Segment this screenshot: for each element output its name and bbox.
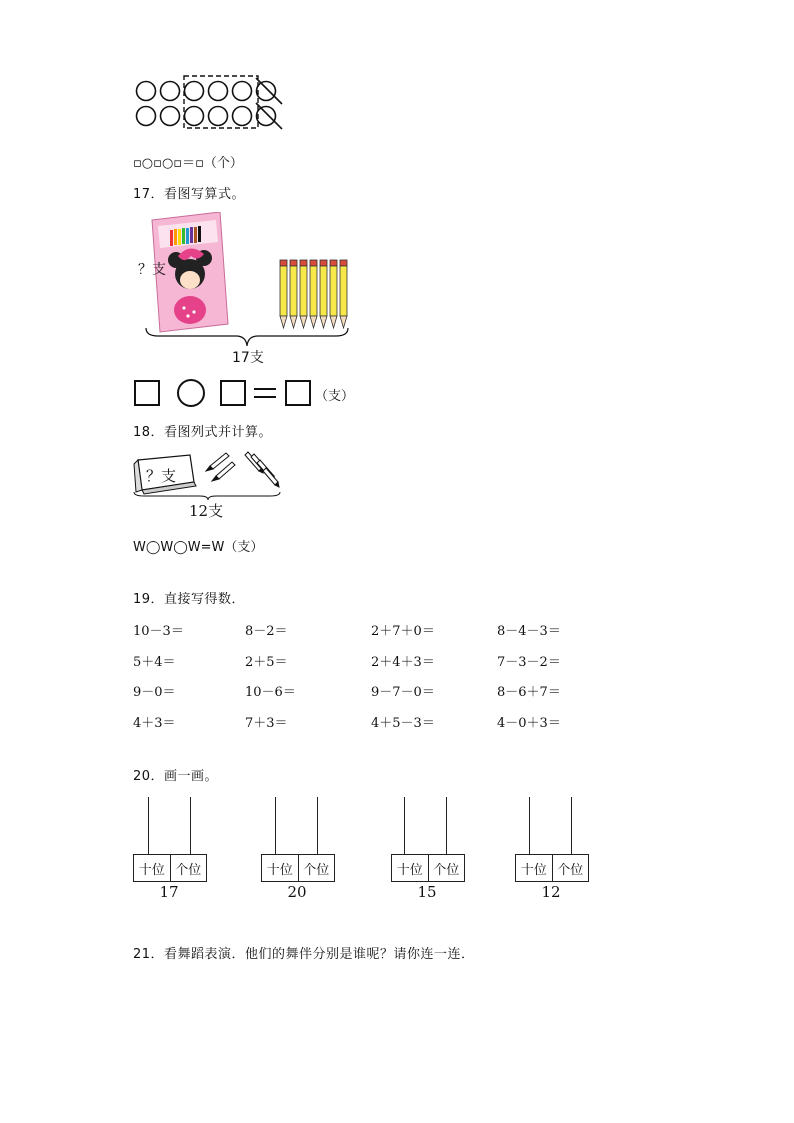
ones-label: 个位 <box>170 855 207 881</box>
calc-2-4: 7－3－2＝ <box>497 655 561 670</box>
yellow-pencils-image <box>276 258 350 332</box>
equals-sign <box>252 386 278 400</box>
calc-4-1: 4＋3＝ <box>133 716 176 731</box>
answer-box-result[interactable] <box>285 380 311 406</box>
calc-1-4: 8－4－3＝ <box>497 624 561 639</box>
total-brace <box>144 326 350 348</box>
pencil-eraser <box>310 260 317 266</box>
q17-title: 17．看图写算式。 <box>133 187 246 202</box>
counter-number: 17 <box>159 883 179 901</box>
ones-rod[interactable] <box>317 797 318 855</box>
ones-label: 个位 <box>552 855 589 881</box>
calc-1-2: 8－2＝ <box>245 624 288 639</box>
calc-3-4: 8－6＋7＝ <box>497 685 561 700</box>
q21-title: 21．看舞蹈表演．他们的舞伴分别是谁呢？请你连一连． <box>133 947 475 962</box>
q16-equation: ▫○▫○▫＝▫（个） <box>133 156 243 171</box>
pencil-body <box>290 266 297 316</box>
circles-figure <box>132 74 292 132</box>
pencil-body <box>300 266 307 316</box>
answer-box-2[interactable] <box>220 380 246 406</box>
tens-rod[interactable] <box>148 797 149 855</box>
q18-equation: W◯W◯W=W（支） <box>133 540 264 555</box>
q17-question-label: ？支 <box>138 262 166 278</box>
calc-4-3: 4＋5－3＝ <box>371 716 435 731</box>
calc-1-3: 2＋7＋0＝ <box>371 624 435 639</box>
tens-label: 十位 <box>396 862 423 878</box>
pencil-eraser <box>300 260 307 266</box>
pencil-body <box>280 266 287 316</box>
ones-label: 个位 <box>428 855 465 881</box>
pencil-eraser <box>330 260 337 266</box>
calc-2-3: 2＋4＋3＝ <box>371 655 435 670</box>
answer-box-1[interactable] <box>134 380 160 406</box>
ones-rod[interactable] <box>190 797 191 855</box>
pencil-body <box>340 266 347 316</box>
calc-2-2: 2＋5＝ <box>245 655 288 670</box>
calc-4-2: 7＋3＝ <box>245 716 288 731</box>
place-value-counter-4 <box>515 797 589 901</box>
calc-2-1: 5＋4＝ <box>133 655 176 670</box>
place-value-counter-3 <box>391 797 465 901</box>
tens-label: 十位 <box>520 862 547 878</box>
calc-3-3: 9－7－0＝ <box>371 685 435 700</box>
q17-unit: （支） <box>315 389 355 404</box>
tens-rod[interactable] <box>404 797 405 855</box>
counter-number: 15 <box>417 883 437 901</box>
tens-label: 十位 <box>138 862 165 878</box>
tens-label: 十位 <box>266 862 293 878</box>
q18-box-label: ？支 <box>146 467 177 485</box>
pencil-eraser <box>280 260 287 266</box>
q17-total-label: 17支 <box>232 350 264 366</box>
operator-circle[interactable] <box>177 379 205 407</box>
pencil-body <box>310 266 317 316</box>
q19-title: 19．直接写得数． <box>133 592 246 607</box>
place-value-counter-2 <box>261 797 335 901</box>
calc-4-4: 4－0＋3＝ <box>497 716 561 731</box>
tens-rod[interactable] <box>529 797 530 855</box>
calc-1-1: 10－3＝ <box>133 624 184 639</box>
counter-number: 20 <box>287 883 307 901</box>
ones-rod[interactable] <box>446 797 447 855</box>
pencil-eraser <box>340 260 347 266</box>
counter-number: 12 <box>541 883 561 901</box>
pencil-body <box>330 266 337 316</box>
place-value-counter-1 <box>133 797 207 901</box>
pencil-eraser <box>290 260 297 266</box>
ones-label: 个位 <box>298 855 335 881</box>
tens-rod[interactable] <box>275 797 276 855</box>
calc-3-2: 10－6＝ <box>245 685 296 700</box>
pencil-body <box>320 266 327 316</box>
q18-total-label: 12支 <box>189 502 224 520</box>
ones-rod[interactable] <box>571 797 572 855</box>
pencil-eraser <box>320 260 327 266</box>
q20-title: 20．画一画。 <box>133 769 219 784</box>
q18-title: 18．看图列式并计算。 <box>133 425 273 440</box>
calc-3-1: 9－0＝ <box>133 685 176 700</box>
